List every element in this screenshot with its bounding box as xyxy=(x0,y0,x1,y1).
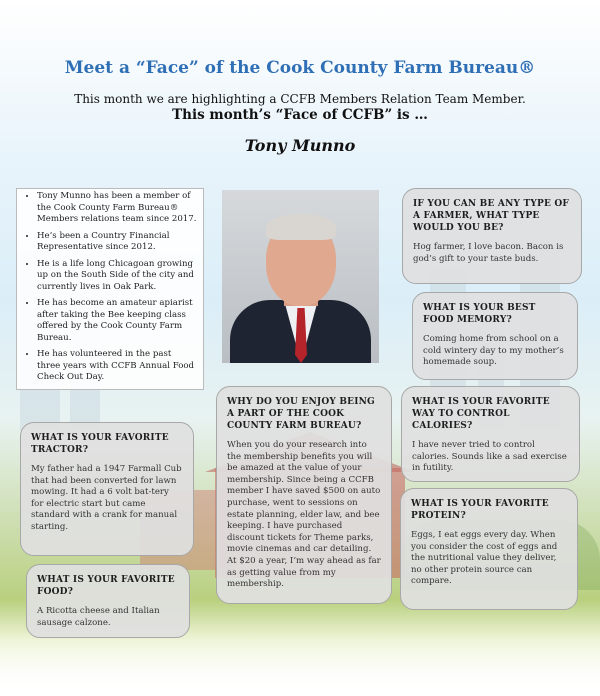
qa-tractor xyxy=(20,422,194,556)
bio-box xyxy=(16,188,204,390)
qa-question: WHAT IS YOUR FAVORITE TRACTOR? xyxy=(31,433,169,455)
bio-item: • He’s been a Country Financial Representative since 2012. xyxy=(37,231,197,254)
bio-list xyxy=(17,191,203,384)
bio-item: • Tony Munno has been a member of the Cook County Farm Bureau® Members relations team since 2017. xyxy=(37,191,197,226)
bio-item: • He has become an amateur apiarist after taking the Bee keeping class offered by the Cook County Farm Bureau. xyxy=(37,298,197,344)
qa-question: WHY DO YOU ENJOY BEING A PART OF THE COOK COUNTY FARM BUREAU? xyxy=(227,397,375,431)
qa-question: WHAT IS YOUR FAVORITE FOOD? xyxy=(37,575,175,597)
qa-answer: Coming home from school on a cold wintery day to my mother’s homemade soup. xyxy=(423,334,564,368)
qa-question: WHAT IS YOUR BEST FOOD MEMORY? xyxy=(423,303,536,325)
qa-food xyxy=(26,564,190,638)
qa-farmer-type xyxy=(402,188,582,284)
qa-answer: Hog farmer, I love bacon. Bacon is god’s gift to your taste buds. xyxy=(413,242,564,264)
page-title: Meet a “Face” of the Cook County Farm Bureau® xyxy=(64,58,536,78)
qa-answer: I have never tried to control calories. Sounds like a sad exercise in futility. xyxy=(412,440,567,474)
qa-why-farm-bureau xyxy=(216,386,392,604)
bottom-fade xyxy=(0,640,600,696)
intro-heading: This month’s “Face of CCFB” is … xyxy=(172,107,428,123)
intro-line: This month we are highlighting a CCFB Members Relation Team Member. xyxy=(74,92,526,106)
qa-question: WHAT IS YOUR FAVORITE PROTEIN? xyxy=(411,499,549,521)
qa-protein xyxy=(400,488,578,610)
portrait-photo xyxy=(222,190,379,363)
qa-control-calories xyxy=(401,386,580,482)
bio-item: • He is a life long Chicagoan growing up on the South Side of the city and currently lives in Oak Park. xyxy=(37,259,197,294)
qa-answer: My father had a 1947 Farmall Cub that had been converted for lawn mowing. It had a 6 volt bat-tery for electric start but came standard with a crank for manual starting. xyxy=(31,464,182,532)
bio-item: • He has volunteered in the past three years with CCFB Annual Food Check Out Day. xyxy=(37,349,197,384)
qa-question: WHAT IS YOUR FAVORITE WAY TO CONTROL CALORIES? xyxy=(412,397,550,431)
qa-answer: When you do your research into the membership benefits you will be amazed at the value of your membership. Since being a CCFB member I have saved $500 on auto purchase, went to sessions on estate planning, elder law, and bee keeping. I have purchased discount tickets for Theme parks, movie cinemas and car detailing. At $20 a year, I’m way ahead as far as getting value from my membership. xyxy=(227,440,381,590)
member-name: Tony Munno xyxy=(244,136,356,155)
qa-answer: Eggs, I eat eggs every day. When you consider the cost of eggs and the nutritional value they deliver, no other protein source can compare. xyxy=(411,530,558,587)
qa-food-memory xyxy=(412,292,578,380)
qa-question: IF YOU CAN BE ANY TYPE OF A FARMER, WHAT TYPE WOULD YOU BE? xyxy=(413,199,569,233)
qa-answer: A Ricotta cheese and Italian sausage calzone. xyxy=(37,606,160,628)
